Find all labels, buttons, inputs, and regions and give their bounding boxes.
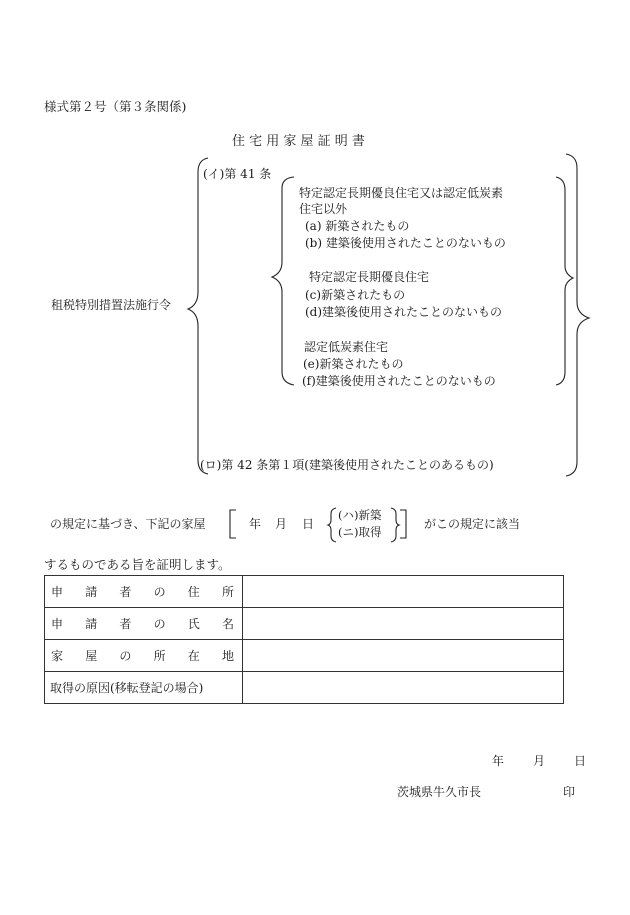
label-char: 申	[51, 617, 64, 631]
label-char: 所	[153, 649, 166, 663]
label-char: の	[119, 649, 132, 663]
label-char: 家	[51, 649, 64, 663]
inner-left-curly-brace	[272, 177, 294, 385]
group1-heading-line1: 特定認定長期優良住宅又は認定低炭素	[299, 186, 504, 200]
small-right-brace	[391, 508, 399, 542]
applicant-name-label	[45, 608, 243, 640]
sentence-part1: の規定に基づき、下記の家屋	[50, 517, 206, 531]
article-42-label: (ロ)第 42 条第１項(建築後使用されたことのあるもの)	[200, 458, 494, 472]
label-char: 所	[221, 585, 234, 599]
label-char: の	[153, 585, 166, 599]
acquisition-cause-field[interactable]	[243, 672, 564, 704]
applicant-address-field[interactable]	[243, 576, 564, 608]
footer-year: 年	[492, 754, 505, 768]
item-b: (b) 建築後使用されたことのないもの	[305, 236, 506, 250]
sentence-year: 年	[249, 517, 262, 531]
label-char: の	[153, 617, 166, 631]
group2-heading: 特定認定長期優良住宅	[309, 270, 430, 284]
label-char: 名	[221, 617, 234, 631]
label-char: 住	[187, 585, 200, 599]
right-curly-brace	[566, 154, 589, 476]
applicant-name-field[interactable]	[243, 608, 564, 640]
label-char: 者	[119, 585, 132, 599]
applicant-address-label	[45, 576, 243, 608]
house-location-label	[45, 640, 243, 672]
label-char: 地	[221, 649, 234, 663]
issuer-name: 茨城県牛久市長	[397, 785, 482, 799]
label-char: 請	[85, 585, 98, 599]
footer-month: 月	[533, 754, 546, 768]
sentence-part2: がこの規定に該当	[424, 517, 521, 531]
group3-heading: 認定低炭素住宅	[304, 340, 389, 354]
group1-heading-line2: 住宅以外	[299, 202, 348, 216]
small-left-brace	[328, 508, 336, 542]
item-c: (c)新築されたもの	[305, 288, 406, 302]
item-a: (a) 新築されたもの	[305, 219, 410, 233]
open-bracket	[230, 510, 236, 538]
certificate-table	[44, 575, 564, 704]
law-name: 租税特別措置法施行令	[51, 298, 172, 312]
inner-right-curly-brace	[556, 177, 573, 385]
table-row	[45, 608, 564, 640]
close-bracket	[400, 510, 406, 538]
sentence-month: 月	[275, 517, 288, 531]
footer-day: 日	[574, 754, 587, 768]
sentence-part3: するものである旨を証明します。	[44, 557, 231, 572]
table-row	[45, 640, 564, 672]
seal-mark: 印	[563, 785, 576, 799]
label-char: 申	[51, 585, 64, 599]
house-location-field[interactable]	[243, 640, 564, 672]
article-41-label: (イ)第 41 条	[203, 167, 272, 181]
label-char: 者	[119, 617, 132, 631]
acquisition-cause-label: 取得の原因(移転登記の場合)	[45, 672, 243, 704]
label-char: 屋	[85, 649, 98, 663]
sentence-day: 日	[302, 517, 315, 531]
form-number: 様式第２号（第３条関係)	[44, 99, 187, 114]
item-e: (e)新築されたもの	[303, 357, 404, 371]
label-char: 氏	[187, 617, 200, 631]
label-char: 請	[85, 617, 98, 631]
table-row	[45, 576, 564, 608]
document-title: 住 宅 用 家 屋 証 明 書	[232, 134, 365, 149]
left-curly-brace	[188, 158, 208, 474]
label-char: 在	[187, 649, 200, 663]
option-acquisition: (ニ)取得	[338, 525, 382, 539]
item-d: (d)建築後使用されたことのないもの	[305, 305, 503, 319]
option-new-build: (ハ)新築	[338, 508, 382, 522]
table-row	[45, 672, 564, 704]
item-f: (f)建築後使用されたことのないもの	[302, 374, 496, 388]
